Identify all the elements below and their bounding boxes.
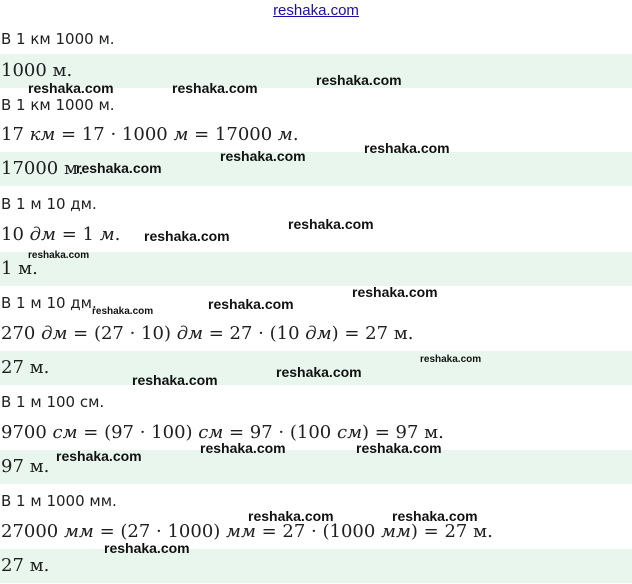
unit-text: см [336,422,362,443]
watermark-text: reshaka.com [288,216,374,232]
calc-part: = (27 · 1000) [93,521,227,542]
unit-text: дм [29,224,56,245]
unit-text: м [173,124,189,145]
rule-line: В 1 м 100 см. [1,393,105,411]
watermark-text: reshaka.com [392,508,478,524]
site-header-link[interactable]: reshaka.com [273,2,359,19]
calc-part: = 27 · (10 [203,323,306,344]
calc-part: ) = 97 м. [362,422,444,443]
answer-line: 1000 м. [0,54,632,88]
calc-part: = (27 · 10) [67,323,177,344]
calc-part: ) = 27 м. [331,323,414,344]
calc-part: 270 [1,323,42,344]
unit-text: см [198,422,224,443]
unit-text: мм [381,521,411,542]
watermark-text: reshaka.com [104,540,190,556]
watermark-text: reshaka.com [92,306,154,317]
watermark-text: reshaka.com [172,80,258,96]
rule-line: В 1 м 10 дм. [1,294,97,312]
calc-part: 9700 [1,422,53,443]
watermark-text: reshaka.com [56,448,142,464]
answer-line: 1 м. [0,252,632,286]
watermark-text: reshaka.com [132,372,218,388]
rule-line: В 1 м 10 дм. [1,195,97,213]
watermark-text: reshaka.com [28,80,114,96]
unit-text: дм [176,323,204,344]
watermark-text: reshaka.com [248,508,334,524]
calc-part: 17 [1,124,30,145]
unit-text: дм [41,323,68,344]
unit-text: мм [63,521,94,542]
answer-line: 17000 м. [0,152,632,186]
calc-part: = 17000 [188,124,278,145]
watermark-text: reshaka.com [144,228,230,244]
calc-part: . [292,124,299,145]
watermark-text: reshaka.com [316,72,402,88]
answer-line: 27 м. [0,549,632,583]
answer-line: 97 м. [0,450,632,484]
calc-line [0,416,632,450]
unit-text: м [99,224,115,245]
calc-part: = 97 · (100 [223,422,337,443]
unit-text: км [29,124,56,145]
rule-line: В 1 км 1000 м. [1,30,115,48]
calc-line [0,317,632,351]
rule-line: В 1 м 1000 мм. [1,492,117,510]
watermark-text: reshaka.com [420,354,482,365]
unit-text: см [52,422,78,443]
watermark-text: reshaka.com [76,160,162,176]
watermark-text: reshaka.com [208,296,294,312]
calc-part: = 27 · (1000 [255,521,382,542]
rule-line: В 1 км 1000 м. [1,96,115,114]
watermark-text: reshaka.com [220,148,306,164]
answer-line: 27 м. [0,351,632,385]
unit-text: дм [305,323,332,344]
calc-part: = 1 [55,224,100,245]
calc-part: 27000 [1,521,64,542]
watermark-text: reshaka.com [356,440,442,456]
watermark-text: reshaka.com [364,140,450,156]
watermark-text: reshaka.com [200,440,286,456]
calc-part: = (97 · 100) [77,422,199,443]
calc-part: 10 [1,224,30,245]
unit-text: м [277,124,293,145]
calc-part: ) = 27 м. [410,521,493,542]
unit-text: мм [226,521,256,542]
calc-line [0,118,632,152]
calc-part: . [114,224,121,245]
watermark-text: reshaka.com [276,364,362,380]
watermark-text: reshaka.com [352,284,438,300]
calc-part: = 17 · 1000 [55,124,174,145]
watermark-text: reshaka.com [28,250,90,261]
